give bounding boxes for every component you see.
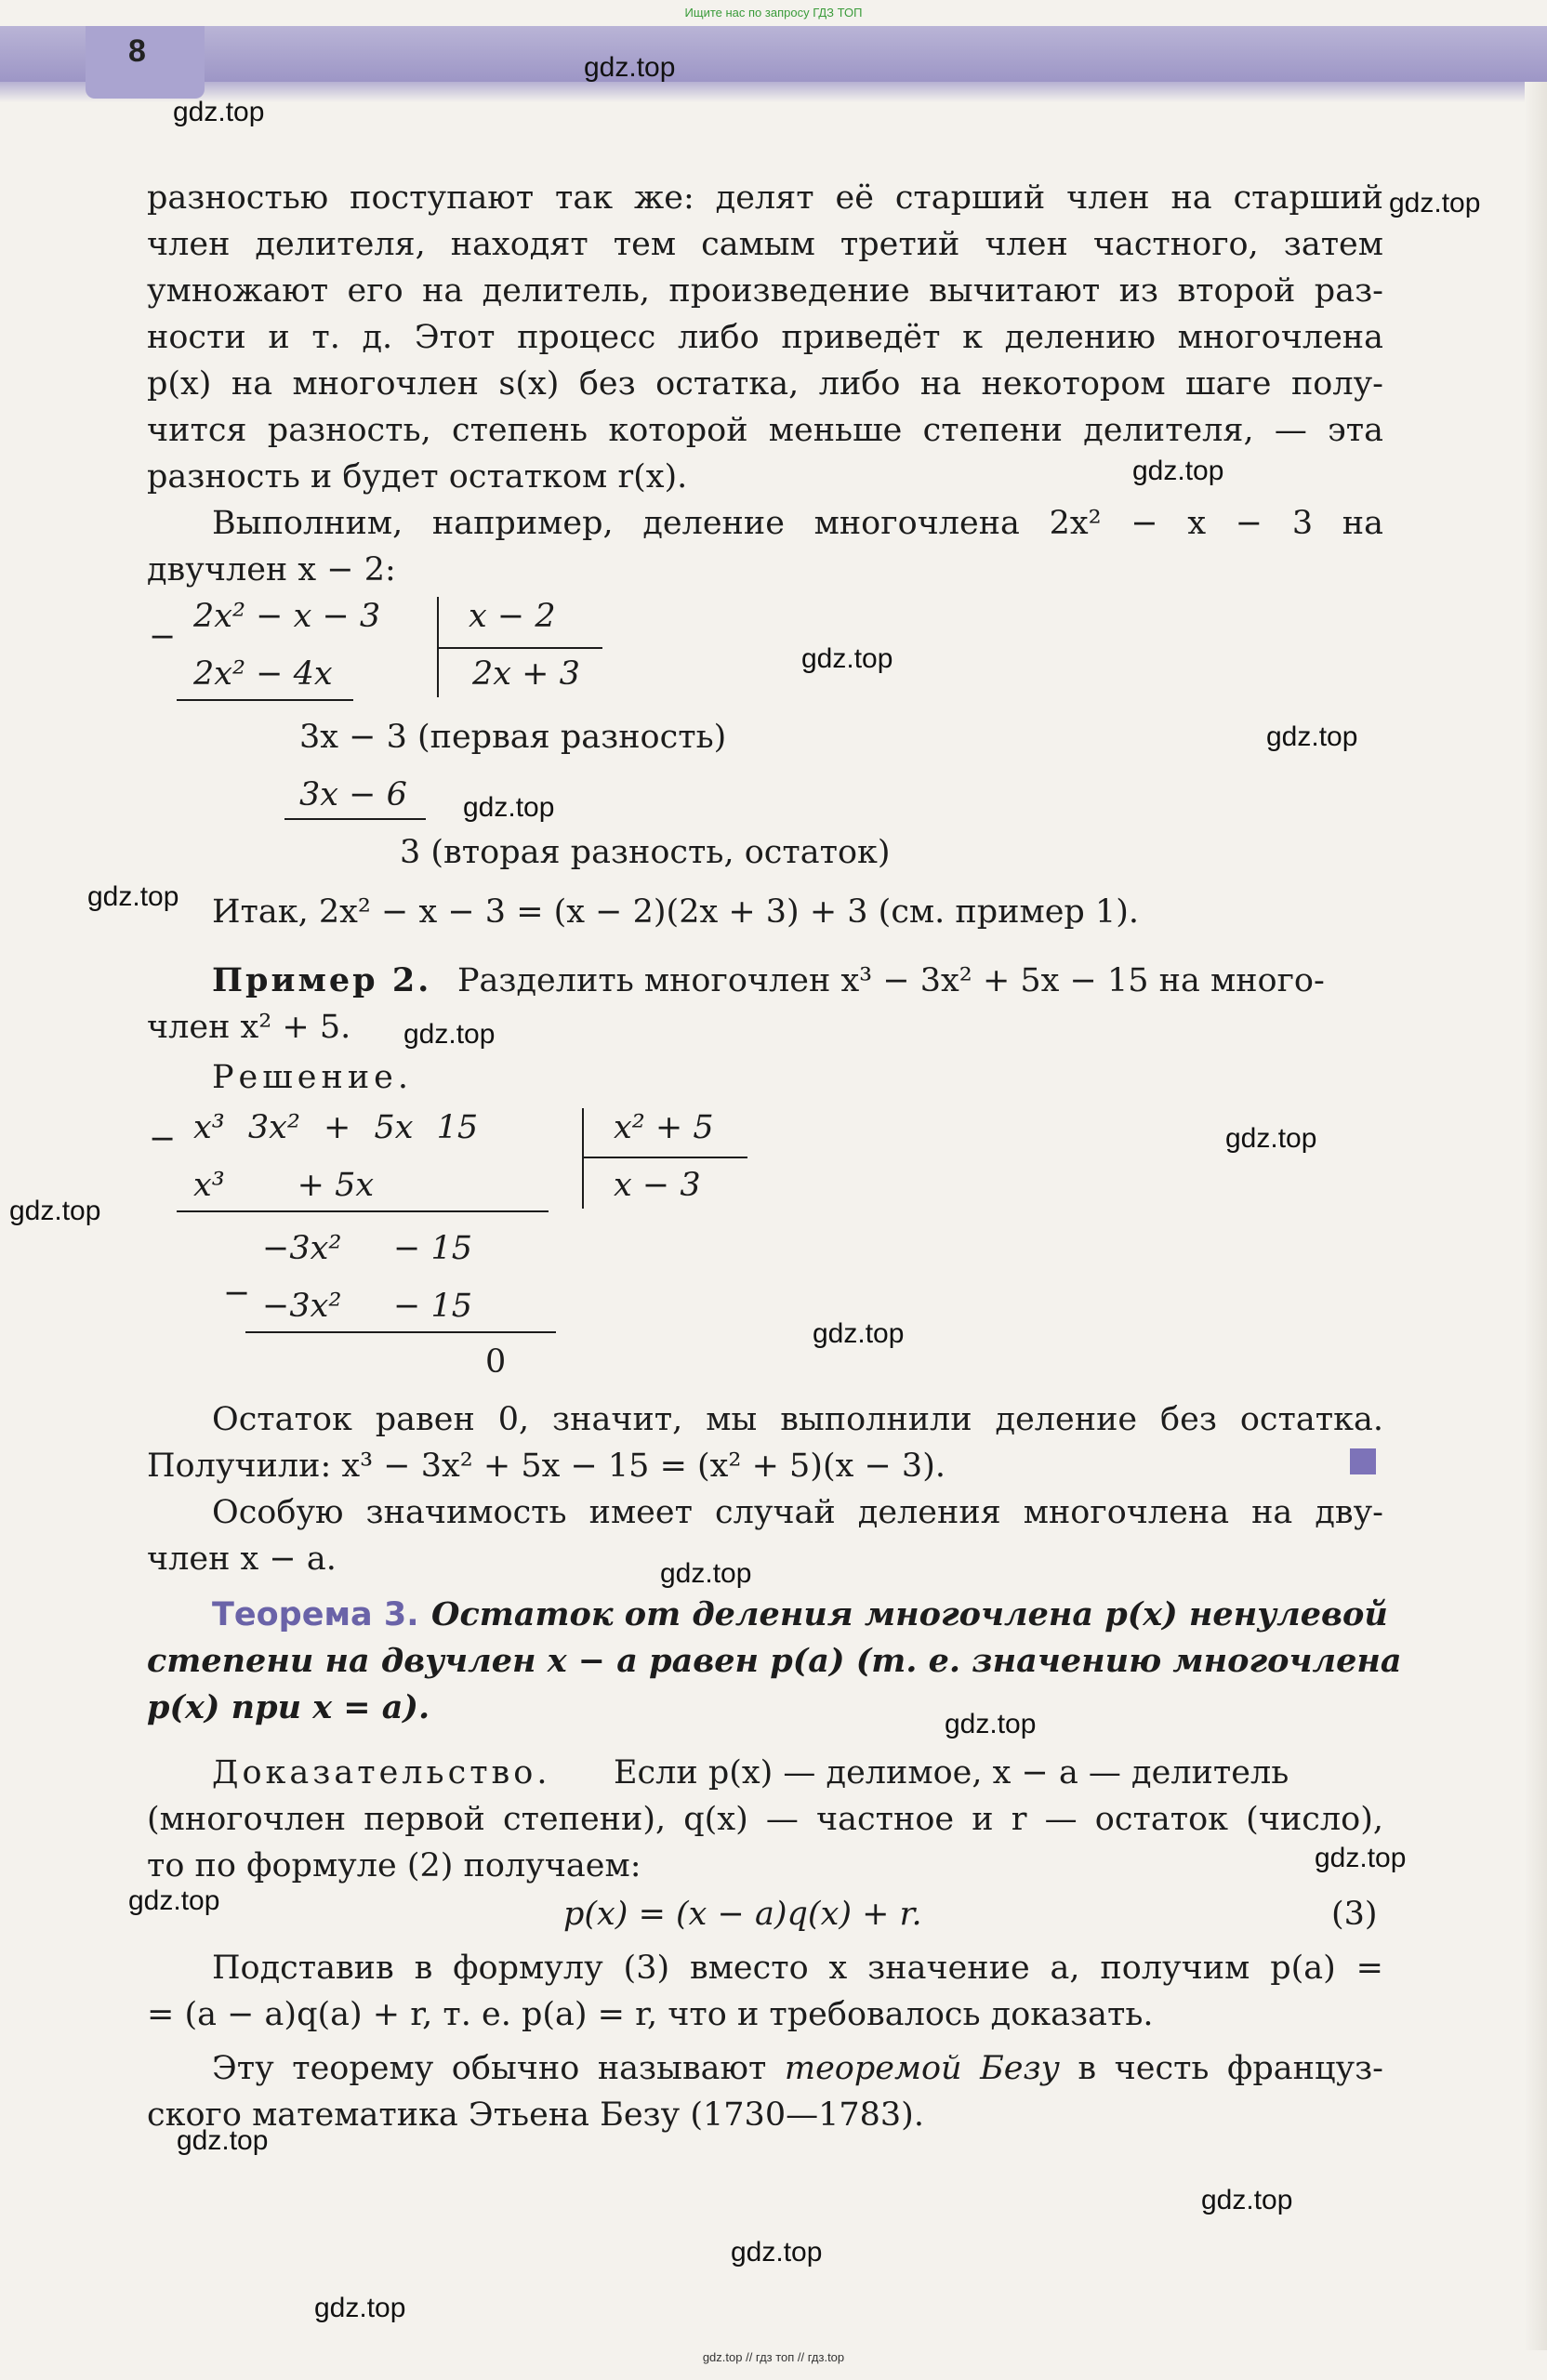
watermark: gdz.top <box>9 1196 101 1226</box>
text-line: ности и т. д. Этот процесс либо приведёт к делению многочлена <box>147 319 1383 356</box>
division-remainder: 0 <box>485 1343 507 1381</box>
division-dividend: 2x² − x − 3 <box>193 598 381 635</box>
division-bar-horizontal <box>584 1157 747 1158</box>
text-line: ского математика Этьена Безу (1730—1783). <box>147 2096 924 2134</box>
text-line: двучлен x − 2: <box>147 551 396 588</box>
watermark: gdz.top <box>87 881 179 912</box>
bezout-line <box>212 2045 1383 2092</box>
text-line: = (a − a)q(a) + r, т. е. p(a) = r, что и требовалось доказать. <box>147 1996 1154 2033</box>
division-minus-sign: − <box>149 1120 177 1157</box>
theorem-text: p(x) при x = a). <box>147 1688 430 1726</box>
division-rule <box>177 1210 549 1212</box>
watermark: gdz.top <box>1201 2185 1293 2215</box>
bezout-text-c: в честь француз- <box>1078 2050 1383 2087</box>
watermark: gdz.top <box>1132 456 1224 486</box>
division-divisor: x − 2 <box>469 598 556 635</box>
division-bar-vertical <box>582 1108 584 1209</box>
division-minus-sign: − <box>223 1275 251 1312</box>
division-product-2: −3x² − 15 <box>262 1288 472 1325</box>
text-line: член x − a. <box>147 1540 337 1578</box>
division-divisor: x² + 5 <box>614 1109 714 1146</box>
page-edge-shadow <box>1525 82 1547 2350</box>
footer: gdz.top // гдз топ // гдз.top <box>702 2350 845 2364</box>
division-rule <box>177 699 353 701</box>
text-line: умножают его на делитель, произведение вычитают из второй раз- <box>147 272 1383 310</box>
text-line: Выполним, например, деление многочлена 2x² − x − 3 на <box>212 505 1383 542</box>
formula-3: p(x) = (x − a)q(x) + r. <box>563 1896 922 1933</box>
text-line: член делителя, находят тем самым третий член частного, затем <box>147 226 1383 263</box>
proof-text: то по формуле (2) получаем: <box>147 1847 641 1884</box>
division-product-2: 3x − 6 <box>299 776 407 813</box>
example-text-cont: член x² + 5. <box>147 1009 351 1046</box>
text-line: разностью поступают так же: делят её старший член на старший <box>147 179 1383 217</box>
text-line: p(x) на многочлен s(x) без остатка, либо на некотором шаге полу- <box>147 365 1383 403</box>
watermark: gdz.top <box>731 2237 823 2268</box>
watermark: gdz.top <box>660 1558 752 1589</box>
end-of-example-marker <box>1350 1448 1376 1474</box>
theorem-text: Остаток от деления многочлена p(x) ненулевой <box>431 1595 1388 1633</box>
proof-text: (многочлен первой степени), q(x) — частное и r — остаток (число), <box>147 1801 1383 1838</box>
header-band <box>0 26 1547 82</box>
text-line: Особую значимость имеет случай деления многочлена на дву- <box>212 1494 1383 1531</box>
text-line: чится разность, степень которой меньше степени делителя, — эта <box>147 412 1383 449</box>
watermark: gdz.top <box>945 1709 1037 1739</box>
division-dividend: x³ 3x² + 5x 15 <box>193 1109 479 1146</box>
division-quotient: 2x + 3 <box>472 655 580 693</box>
theorem-text: степени на двучлен x − a равен p(a) (т. е. значению многочлена <box>147 1642 1402 1680</box>
text-line: Остаток равен 0, значит, мы выполнили деление без остатка. <box>212 1401 1383 1438</box>
watermark: gdz.top <box>128 1885 220 1916</box>
top-banner: Ищите нас по запросу ГДЗ ТОП <box>684 6 863 20</box>
division-difference-1: 3x − 3 (первая разность) <box>299 719 727 756</box>
text-line: Подставив в формулу (3) вместо x значение a, получим p(a) = <box>212 1950 1383 1987</box>
watermark: gdz.top <box>801 643 893 674</box>
bezout-text-a: Эту теорему обычно называют <box>212 2050 767 2087</box>
proof-label: Доказательство. <box>212 1754 551 1792</box>
example-text: Разделить многочлен x³ − 3x² + 5x − 15 на много- <box>457 962 1325 999</box>
division-rule <box>284 818 426 820</box>
watermark: gdz.top <box>1389 188 1481 218</box>
proof-text: Если p(x) — делимое, x − a — делитель <box>614 1754 1289 1792</box>
watermark: gdz.top <box>403 1019 496 1050</box>
watermark: gdz.top <box>463 792 555 823</box>
watermark: gdz.top <box>813 1318 905 1349</box>
watermark: gdz.top <box>584 52 676 83</box>
example-label: Пример 2. <box>212 961 432 999</box>
watermark: gdz.top <box>314 2293 406 2323</box>
formula-number: (3) <box>1331 1896 1378 1933</box>
page-number: 8 <box>128 33 146 69</box>
division-difference-1: −3x² − 15 <box>262 1230 472 1267</box>
bezout-term: теоремой Безу <box>784 2050 1060 2087</box>
division-product-1: x³ + 5x <box>193 1167 375 1204</box>
watermark: gdz.top <box>1266 721 1358 752</box>
division-product-1: 2x² − 4x <box>193 655 333 693</box>
watermark: gdz.top <box>173 97 265 127</box>
text-line: Получили: x³ − 3x² + 5x − 15 = (x² + 5)(x − 3). <box>147 1448 945 1485</box>
text-line: разность и будет остатком r(x). <box>147 458 688 496</box>
watermark: gdz.top <box>1225 1123 1317 1154</box>
watermark: gdz.top <box>177 2125 269 2156</box>
solution-label: Решение. <box>212 1059 414 1096</box>
watermark: gdz.top <box>1315 1843 1407 1873</box>
division-minus-sign: − <box>149 618 177 655</box>
division-remainder: 3 (вторая разность, остаток) <box>400 834 891 871</box>
itak-line: Итак, 2x² − x − 3 = (x − 2)(2x + 3) + 3 (см. пример 1). <box>212 893 1139 931</box>
division-quotient: x − 3 <box>614 1167 701 1204</box>
division-bar-horizontal <box>439 647 602 649</box>
theorem-label: Теорема 3. <box>212 1596 419 1633</box>
division-rule <box>245 1331 556 1333</box>
